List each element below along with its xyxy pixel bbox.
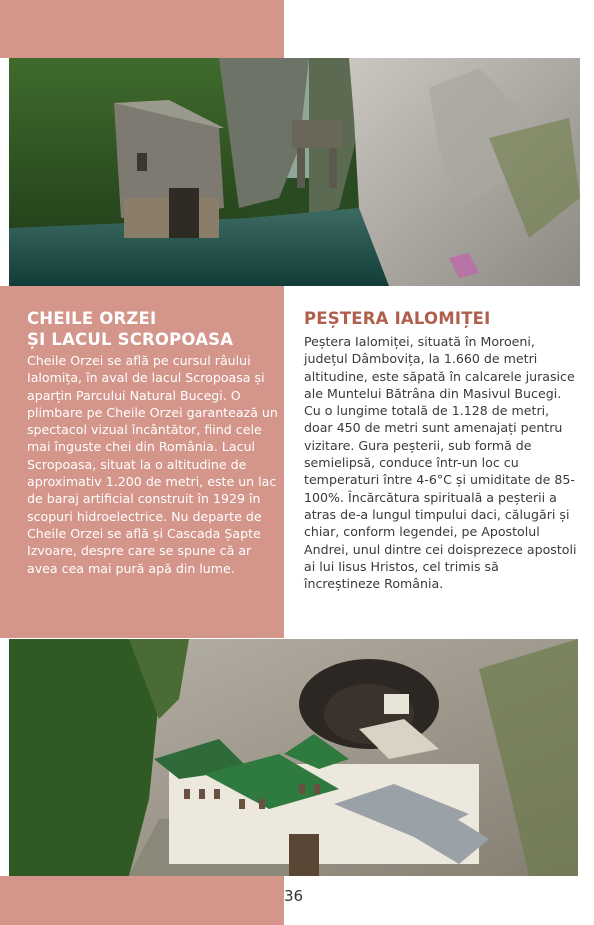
- right-article-title: PEȘTERA IALOMIȚEI: [304, 309, 491, 328]
- top-accent-band: [0, 0, 284, 58]
- left-article-body: Cheile Orzei se află pe cursul râului Ialomița, în aval de lacul Scropoasa și aparțin Parcului Natural Bucegi. O plimbare pe Cheile Orzei garantează un spectacol vizual încântător, fiind cele mai înguste chei din România. Lacul Scropoasa, situat la o altitudine de aproximativ 1.200 de metri, este un lac de baraj artificial construit în 1929 în scopuri hidroelectrice. Nu departe de Cheile Orzei se află și Cascada Șapte Izvoare, despre care se spune că ar avea cea mai pură apă din lume.: [27, 353, 278, 576]
- left-title-line2: ȘI LACUL SCROPOASA: [27, 330, 234, 349]
- right-article-body: Peștera Ialomiței, situată în Moroeni, județul Dâmbovița, la 1.660 de metri altitudine, este săpată în calcarele jurasice ale Muntelui Bătrâna din Masivul Bucegi. Cu o lungime totală de 1.128 de metri, doar 450 de metri sunt amenajați pentru vizitare. Gura peșterii, sub formă de semielipsă, conduce într-un loc cu temperaturi între 4-6°C și umiditate de 85-100%. Încărcătura spirituală a peșterii a atras de-a lungul timpului daci, călugări și chiar, conform legendei, pe Apostolul Andrei, unul dintre cei doisprezece apostoli ai lui Iisus Hristos, cel trimis să încreștineze România.: [304, 334, 577, 592]
- left-title-line1: CHEILE ORZEI: [27, 309, 157, 328]
- bottom-accent-band: [0, 876, 284, 925]
- page-number: 36: [284, 887, 304, 905]
- cave-monastery-photo: [9, 639, 578, 876]
- gorge-lake-photo: [9, 58, 580, 286]
- left-article-title: [27, 308, 277, 350]
